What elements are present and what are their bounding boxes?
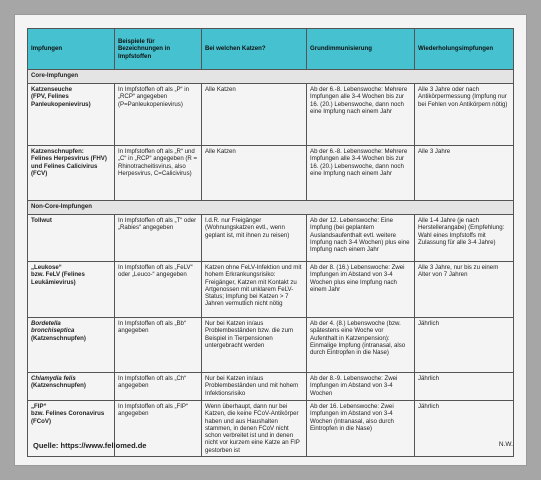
table-row: [28, 146, 514, 201]
header-examples: Beispiele für Bezeichnungen in Impfstoffen: [115, 29, 202, 70]
section-row-non-core: [28, 201, 514, 215]
name-line: Panleukopenievirus): [31, 100, 91, 108]
table-row: [28, 262, 514, 318]
vaccine-booster: Alle 3 Jahre: [415, 146, 514, 201]
vaccine-examples: In Impfstoffen oft als „Bb“ angegeben: [115, 318, 202, 373]
name-line: (FPV, Felines: [31, 93, 69, 101]
section-title: Non-Core-Impfungen: [28, 201, 514, 215]
name-line: Leukämievirus): [31, 278, 76, 286]
name-line: (FCoV): [31, 417, 51, 425]
name-line: Felines Herpesvirus (FHV): [31, 155, 107, 163]
table-header-row: [28, 29, 514, 70]
vaccine-booster: Alle 1-4 Jahre (je nach Herstellerangabe) (Empfehlung: Wahl eines Impfstoffs mit Zulassung für alle 3-4 Jahre): [415, 215, 514, 262]
vaccine-examples: In Impfstoffen oft als „FeLV“ oder „Leuco-“ angegeben: [115, 262, 202, 318]
document-sheet: [14, 14, 527, 466]
footer: [33, 441, 513, 450]
name-line: Bordetella: [31, 320, 61, 327]
vaccine-primary: Ab der 16. Lebenswoche: Zwei Impfungen im Abstand von 3-4 Wochen (intranasal, also durch Eintropfen in die Nase): [307, 401, 415, 457]
vaccine-primary: Ab der 6.-8. Lebenswoche: Mehrere Impfungen alle 3-4 Wochen bis zur 16. (20.) Lebenswoche, dann noch eine Impfung nach einem Jahr: [307, 146, 415, 201]
header-which-cats: Bei welchen Katzen?: [202, 29, 307, 70]
vaccine-primary: Ab der 12. Lebenswoche: Eine Impfung (bei geplantem Auslandsaufenthalt evtl. weitere Impfung nach 3-4 Wochen) plus eine Impfung nach einem Jahr: [307, 215, 415, 262]
vaccine-examples: In Impfstoffen oft als „T“ oder „Rabies“ angegeben: [115, 215, 202, 262]
name-line: und Felines Calicivirus: [31, 162, 98, 170]
header-primary-immunization: Grundimmunisierung: [307, 29, 415, 70]
header-vaccinations: Impfungen: [28, 29, 115, 70]
vaccine-primary: Ab der 6.-8. Lebenswoche: Mehrere Impfungen alle 3-4 Wochen bis zur 16. (20.) Lebenswoche, dann noch eine Impfung nach einem Jahr: [307, 84, 415, 146]
vaccine-booster: Alle 3 Jahre, nur bis zu einem Alter von 7 Jahren: [415, 262, 514, 318]
vaccine-which-cats: I.d.R. nur Freigänger (Wohnungskatzen evtl., wenn geplant ist, mit ihnen zu reisen): [202, 215, 307, 262]
vaccine-name: [28, 84, 115, 146]
vaccine-booster: Jährlich: [415, 373, 514, 401]
vaccine-which-cats: Nur bei Katzen in/aus Problembeständen und mit hohem Infektionsrisiko: [202, 373, 307, 401]
vaccine-name: [28, 146, 115, 201]
name-line: (FCV): [31, 169, 48, 177]
vaccine-which-cats: Katzen ohne FeLV-Infektion und mit hohem Erkrankungsrisiko: Freigänger, Katzen mit Kontakt zu Artgenossen mit unklarem FeLV-Status; Impfung bei Katzen > 7 Jahren vermutlich nicht nötig: [202, 262, 307, 318]
name-line: (Katzenschnupfen): [31, 382, 86, 390]
vaccine-examples: In Impfstoffen oft als „R“ und „C“ in „RCP“ angegeben (R = Rhinotracheitisvirus, also Herpesvirus, C=Calicivirus): [115, 146, 202, 201]
name-line: Katzenschnupfen:: [31, 148, 84, 155]
name-line: Tollwut: [31, 217, 52, 224]
vaccine-booster: Jährlich: [415, 318, 514, 373]
vaccine-examples: In Impfstoffen oft als „FIP“ angegeben: [115, 401, 202, 457]
section-row-core: [28, 70, 514, 84]
vaccine-booster: Alle 3 Jahre oder nach Antikörpermessung (Impfung nur bei Fehlen von Antikörpern nötig): [415, 84, 514, 146]
name-line: bronchiseptica: [31, 327, 75, 335]
table-row: [28, 318, 514, 373]
vaccine-primary: Ab der 4. (8.) Lebenswoche (bzw. spätestens eine Woche vor Aufenthalt in Katzenpension): Einmalige Impfung (intranasal, also durch Eintropfen in die Nase): [307, 318, 415, 373]
name-line: (Katzenschnupfen): [31, 334, 86, 342]
vaccine-which-cats: Wenn überhaupt, dann nur bei Katzen, die keine FCoV-Antikörper haben und aus Haushalten stammen, in denen FCoV nicht schon verbreitet ist und in denen nicht vor kurzem eine Katze an FIP gestorben ist: [202, 401, 307, 457]
section-title: Core-Impfungen: [28, 70, 514, 84]
vaccine-name: [28, 215, 115, 262]
vaccination-table: [27, 28, 514, 457]
table-row: [28, 373, 514, 401]
vaccine-booster: Jährlich: [415, 401, 514, 457]
table-row: [28, 215, 514, 262]
vaccine-which-cats: Nur bei Katzen in/aus Problembeständen bzw. die zum Beispiel in Tierpensionen untergebracht werden: [202, 318, 307, 373]
vaccine-which-cats: Alle Katzen: [202, 84, 307, 146]
table-row: [28, 84, 514, 146]
name-line: Katzenseuche: [31, 86, 72, 93]
name-line: Chlamydia felis: [31, 375, 76, 382]
vaccine-which-cats: Alle Katzen: [202, 146, 307, 201]
header-booster: Wiederholungsimpfungen: [415, 29, 514, 70]
vaccine-name: [28, 262, 115, 318]
vaccine-examples: In Impfstoffen oft als „Ch“ angegeben: [115, 373, 202, 401]
source-link[interactable]: Quelle: https://www.fellomed.de: [33, 441, 147, 450]
name-line: bzw. Felines Coronavirus: [31, 410, 105, 418]
vaccine-name: [28, 373, 115, 401]
name-line: bzw. FeLV (Felines: [31, 271, 85, 279]
name-line: „Leukose“: [31, 264, 62, 271]
vaccine-primary: Ab der 8. (16.) Lebenswoche: Zwei Impfungen im Abstand von 3-4 Wochen plus eine Impfung nach einem Jahr: [307, 262, 415, 318]
name-line: „FIP“: [31, 403, 47, 410]
vaccine-name: [28, 318, 115, 373]
author-initials: N.W.: [498, 441, 513, 448]
vaccine-examples: In Impfstoffen oft als „P“ in „RCP“ angegeben (P=Panleukopenievirus): [115, 84, 202, 146]
vaccine-primary: Ab der 8.-9. Lebenswoche: Zwei Impfungen im Abstand von 3-4 Wochen: [307, 373, 415, 401]
